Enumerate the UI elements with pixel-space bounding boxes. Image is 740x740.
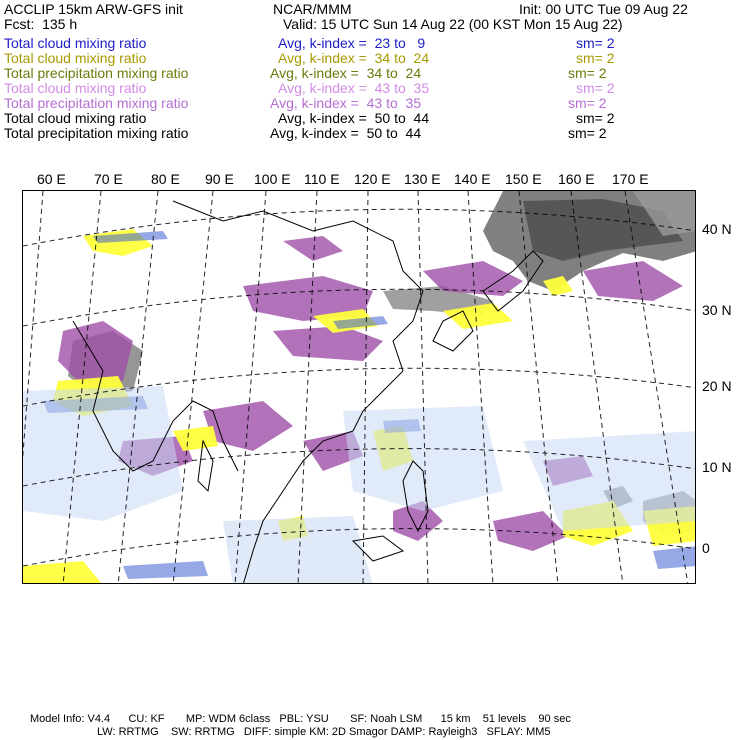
legend-field: Total precipitation mixing ratio [4,95,189,111]
legend-smoothing: sm= 2 [576,35,615,51]
longitude-label: 150 E [505,171,542,187]
legend-range: Avg, k-index = 34 to 24 [270,65,422,81]
init-time: Init: 00 UTC Tue 09 Aug 22 [519,1,688,17]
legend-range: Avg, k-index = 43 to 35 [270,95,422,111]
longitude-label: 120 E [354,171,391,187]
legend-range: Avg, k-index = 50 to 44 [278,110,430,126]
map-panel [22,190,696,584]
longitude-label: 130 E [404,171,441,187]
legend-field: Total precipitation mixing ratio [4,65,189,81]
forecast-hour: Fcst: 135 h [4,16,78,32]
legend-smoothing: sm= 2 [576,50,615,66]
longitude-label: 140 E [454,171,491,187]
legend-smoothing: sm= 2 [568,65,607,81]
legend-field: Total cloud mixing ratio [4,110,147,126]
map-canvas [23,191,696,584]
legend-range: Avg, k-index = 23 to 9 [278,35,426,51]
longitude-label: 60 E [37,171,66,187]
latitude-label: 20 N [702,378,732,394]
legend-range: Avg, k-index = 43 to 35 [278,80,430,96]
model-info-line1: Model Info: V4.4 CU: KF MP: WDM 6class PBL: YSU SF: Noah LSM 15 km 51 levels 90 sec [30,713,571,725]
model-title: ACCLIP 15km ARW-GFS init [4,1,183,17]
longitude-label: 80 E [151,171,180,187]
longitude-label: 100 E [254,171,291,187]
legend-range: Avg, k-index = 34 to 24 [278,50,430,66]
longitude-label: 170 E [612,171,649,187]
legend-field: Total cloud mixing ratio [4,80,147,96]
latitude-label: 0 [702,540,710,556]
legend-field: Total cloud mixing ratio [4,35,147,51]
latitude-label: 10 N [702,459,732,475]
legend-range: Avg, k-index = 50 to 44 [270,125,422,141]
light-precip-haze [23,386,696,584]
legend-smoothing: sm= 2 [576,110,615,126]
legend-field: Total cloud mixing ratio [4,50,147,66]
center-label: NCAR/MMM [273,1,352,17]
valid-time: Valid: 15 UTC Sun 14 Aug 22 (00 KST Mon 15 Aug 22) [283,16,623,32]
legend-field: Total precipitation mixing ratio [4,125,189,141]
model-info-line2: LW: RRTMG SW: RRTMG DIFF: simple KM: 2D Smagor DAMP: Rayleigh3 SFLAY: MM5 [97,726,551,738]
longitude-label: 160 E [558,171,595,187]
legend-smoothing: sm= 2 [568,125,607,141]
latitude-label: 30 N [702,302,732,318]
longitude-label: 70 E [94,171,123,187]
legend-smoothing: sm= 2 [576,80,615,96]
longitude-label: 110 E [304,171,340,187]
legend-smoothing: sm= 2 [568,95,607,111]
latitude-label: 40 N [702,221,732,237]
longitude-label: 90 E [205,171,234,187]
